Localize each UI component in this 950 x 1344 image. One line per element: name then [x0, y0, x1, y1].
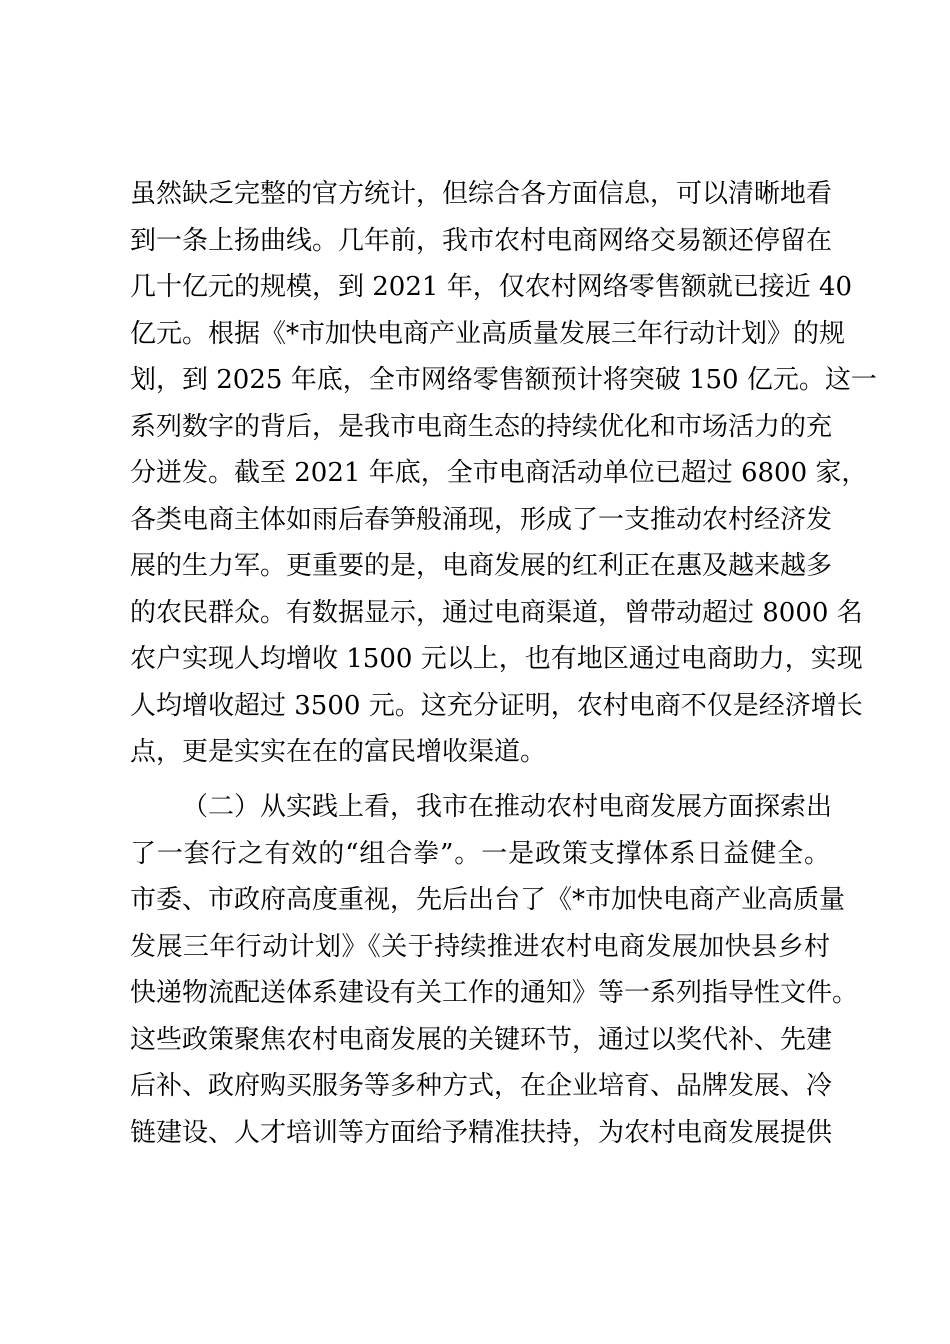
- text-line: 发展三年行动计划》《关于持续推进农村电商发展加快县乡村: [130, 932, 830, 962]
- text-line: 分迸发。截至 2021 年底，全市电商活动单位已超过 6800 家，: [130, 458, 868, 488]
- text-line: 划，到 2025 年底，全市网络零售额预计将突破 150 亿元。这一: [130, 365, 877, 395]
- text-line: 点，更是实实在在的富民增收渠道。: [130, 737, 547, 767]
- text-line: 市委、市政府高度重视，先后出台了《*市加快电商产业高质量: [130, 885, 846, 915]
- text-line: 了一套行之有效的“组合拳”。一是政策支撑体系日益健全。: [130, 839, 830, 869]
- text-line: 系列数字的背后，是我市电商生态的持续优化和市场活力的充: [130, 412, 833, 442]
- text-line: 各类电商主体如雨后春笋般涌现，形成了一支推动农村经济发: [130, 505, 833, 535]
- text-line: 亿元。根据《*市加快电商产业高质量发展三年行动计划》的规: [130, 319, 846, 349]
- text-line: 的农民群众。有数据显示，通过电商渠道，曾带动超过 8000 名: [130, 598, 863, 628]
- text-line-indented: （二）从实践上看，我市在推动农村电商发展方面探索出: [182, 792, 833, 822]
- text-line: 几十亿元的规模，到 2021 年，仅农村网络零售额就已接近 40: [130, 272, 853, 302]
- text-line: 快递物流配送体系建设有关工作的通知》等一系列指导性文件。: [130, 978, 859, 1008]
- text-line: 农户实现人均增收 1500 元以上，也有地区通过电商助力，实现: [130, 644, 863, 674]
- text-line: 链建设、人才培训等方面给予精准扶持，为农村电商发展提供: [130, 1118, 833, 1148]
- text-line: 后补、政府购买服务等多种方式，在企业培育、品牌发展、冷: [130, 1071, 833, 1101]
- text-line: 人均增收超过 3500 元。这充分证明，农村电商不仅是经济增长: [130, 691, 863, 721]
- text-line: 展的生力军。更重要的是，电商发展的红利正在惠及越来越多: [130, 551, 833, 581]
- text-line: 虽然缺乏完整的官方统计，但综合各方面信息，可以清晰地看: [130, 179, 833, 209]
- text-line: 到一条上扬曲线。几年前，我市农村电商网络交易额还停留在: [130, 226, 833, 256]
- text-line: 这些政策聚焦农村电商发展的关键环节，通过以奖代补、先建: [130, 1025, 833, 1055]
